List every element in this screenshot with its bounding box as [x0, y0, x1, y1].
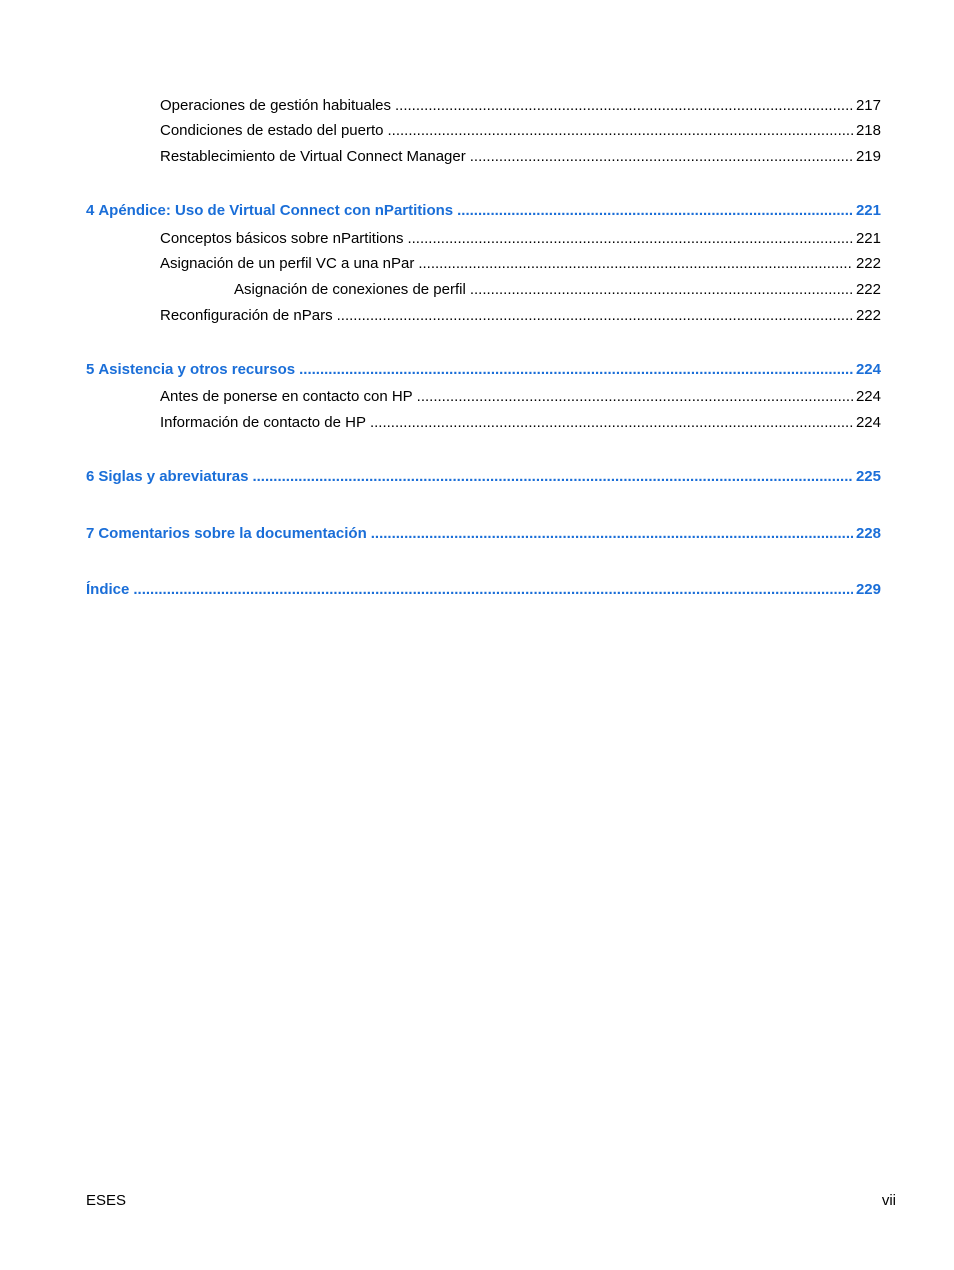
toc-subentry[interactable] [234, 281, 881, 299]
toc-dot-leader [395, 97, 853, 115]
toc-entry-title: Información de contacto de HP [160, 414, 366, 431]
footer-page-number: vii [881, 1192, 896, 1209]
toc-chapter-number: 4 [86, 202, 95, 219]
toc-chapter-title: Asistencia y otros recursos [98, 361, 296, 378]
toc-entry-title: Reconfiguración de nPars [160, 307, 333, 324]
toc-entry-page: 218 [855, 122, 881, 139]
toc-entry-page: 222 [855, 281, 881, 298]
toc-chapter-number: 7 [86, 525, 95, 542]
toc-chapter-title: Apéndice: Uso de Virtual Connect con nPartitions [98, 202, 454, 219]
toc-dot-leader [388, 122, 853, 140]
toc-entry-title: Restablecimiento de Virtual Connect Manager [160, 148, 466, 165]
toc-entry-page: 221 [855, 230, 881, 247]
toc-chapter-title: Siglas y abreviaturas [98, 468, 249, 485]
toc-entry-title: Conceptos básicos sobre nPartitions [160, 230, 404, 247]
toc-entry-page: 222 [855, 255, 881, 272]
toc-dot-leader [252, 468, 853, 486]
toc-dot-leader [370, 414, 853, 432]
toc-dot-leader [133, 581, 853, 599]
toc-chapter-page: 225 [855, 468, 881, 485]
toc-entry-page: 222 [855, 307, 881, 324]
toc-chapter-title: Índice [86, 581, 130, 598]
toc-dot-leader [418, 255, 853, 273]
toc-entry-title: Asignación de un perfil VC a una nPar [160, 255, 415, 272]
toc-entry[interactable] [160, 97, 881, 115]
toc-entry[interactable] [160, 255, 881, 273]
toc-entry-title: Operaciones de gestión habituales [160, 97, 391, 114]
toc-entry[interactable] [160, 148, 881, 166]
toc-chapter-page: 229 [855, 581, 881, 598]
toc-chapter-link[interactable] [86, 468, 881, 486]
toc-entry-title: Condiciones de estado del puerto [160, 122, 384, 139]
toc-chapter-number: 5 [86, 361, 95, 378]
toc-chapter-title: Comentarios sobre la documentación [98, 525, 367, 542]
toc-entry-page: 224 [855, 388, 881, 405]
toc-dot-leader [470, 281, 853, 299]
toc-entry[interactable] [160, 388, 881, 406]
toc-dot-leader [337, 307, 853, 325]
toc-entry-page: 217 [855, 97, 881, 114]
toc-entry-title: Asignación de conexiones de perfil [234, 281, 466, 298]
toc-dot-leader [470, 148, 853, 166]
toc-entry[interactable] [160, 307, 881, 325]
toc-entry-page: 219 [855, 148, 881, 165]
toc-entry-title: Antes de ponerse en contacto con HP [160, 388, 413, 405]
toc-chapter-page: 221 [855, 202, 881, 219]
toc-entry[interactable] [160, 414, 881, 432]
footer-language-code: ESES [86, 1192, 127, 1209]
toc-chapter-link[interactable] [86, 202, 881, 220]
toc-dot-leader [299, 361, 853, 379]
toc-dot-leader [417, 388, 853, 406]
toc-dot-leader [457, 202, 853, 220]
toc-chapter-link[interactable] [86, 525, 881, 543]
toc-chapter-page: 224 [855, 361, 881, 378]
toc-dot-leader [371, 525, 853, 543]
toc-chapter-link[interactable] [86, 581, 881, 599]
toc-chapter-number: 6 [86, 468, 95, 485]
toc-entry-page: 224 [855, 414, 881, 431]
toc-chapter-link[interactable] [86, 361, 881, 379]
toc-entry[interactable] [160, 122, 881, 140]
toc-entry[interactable] [160, 230, 881, 248]
toc-chapter-page: 228 [855, 525, 881, 542]
toc-dot-leader [407, 230, 853, 248]
